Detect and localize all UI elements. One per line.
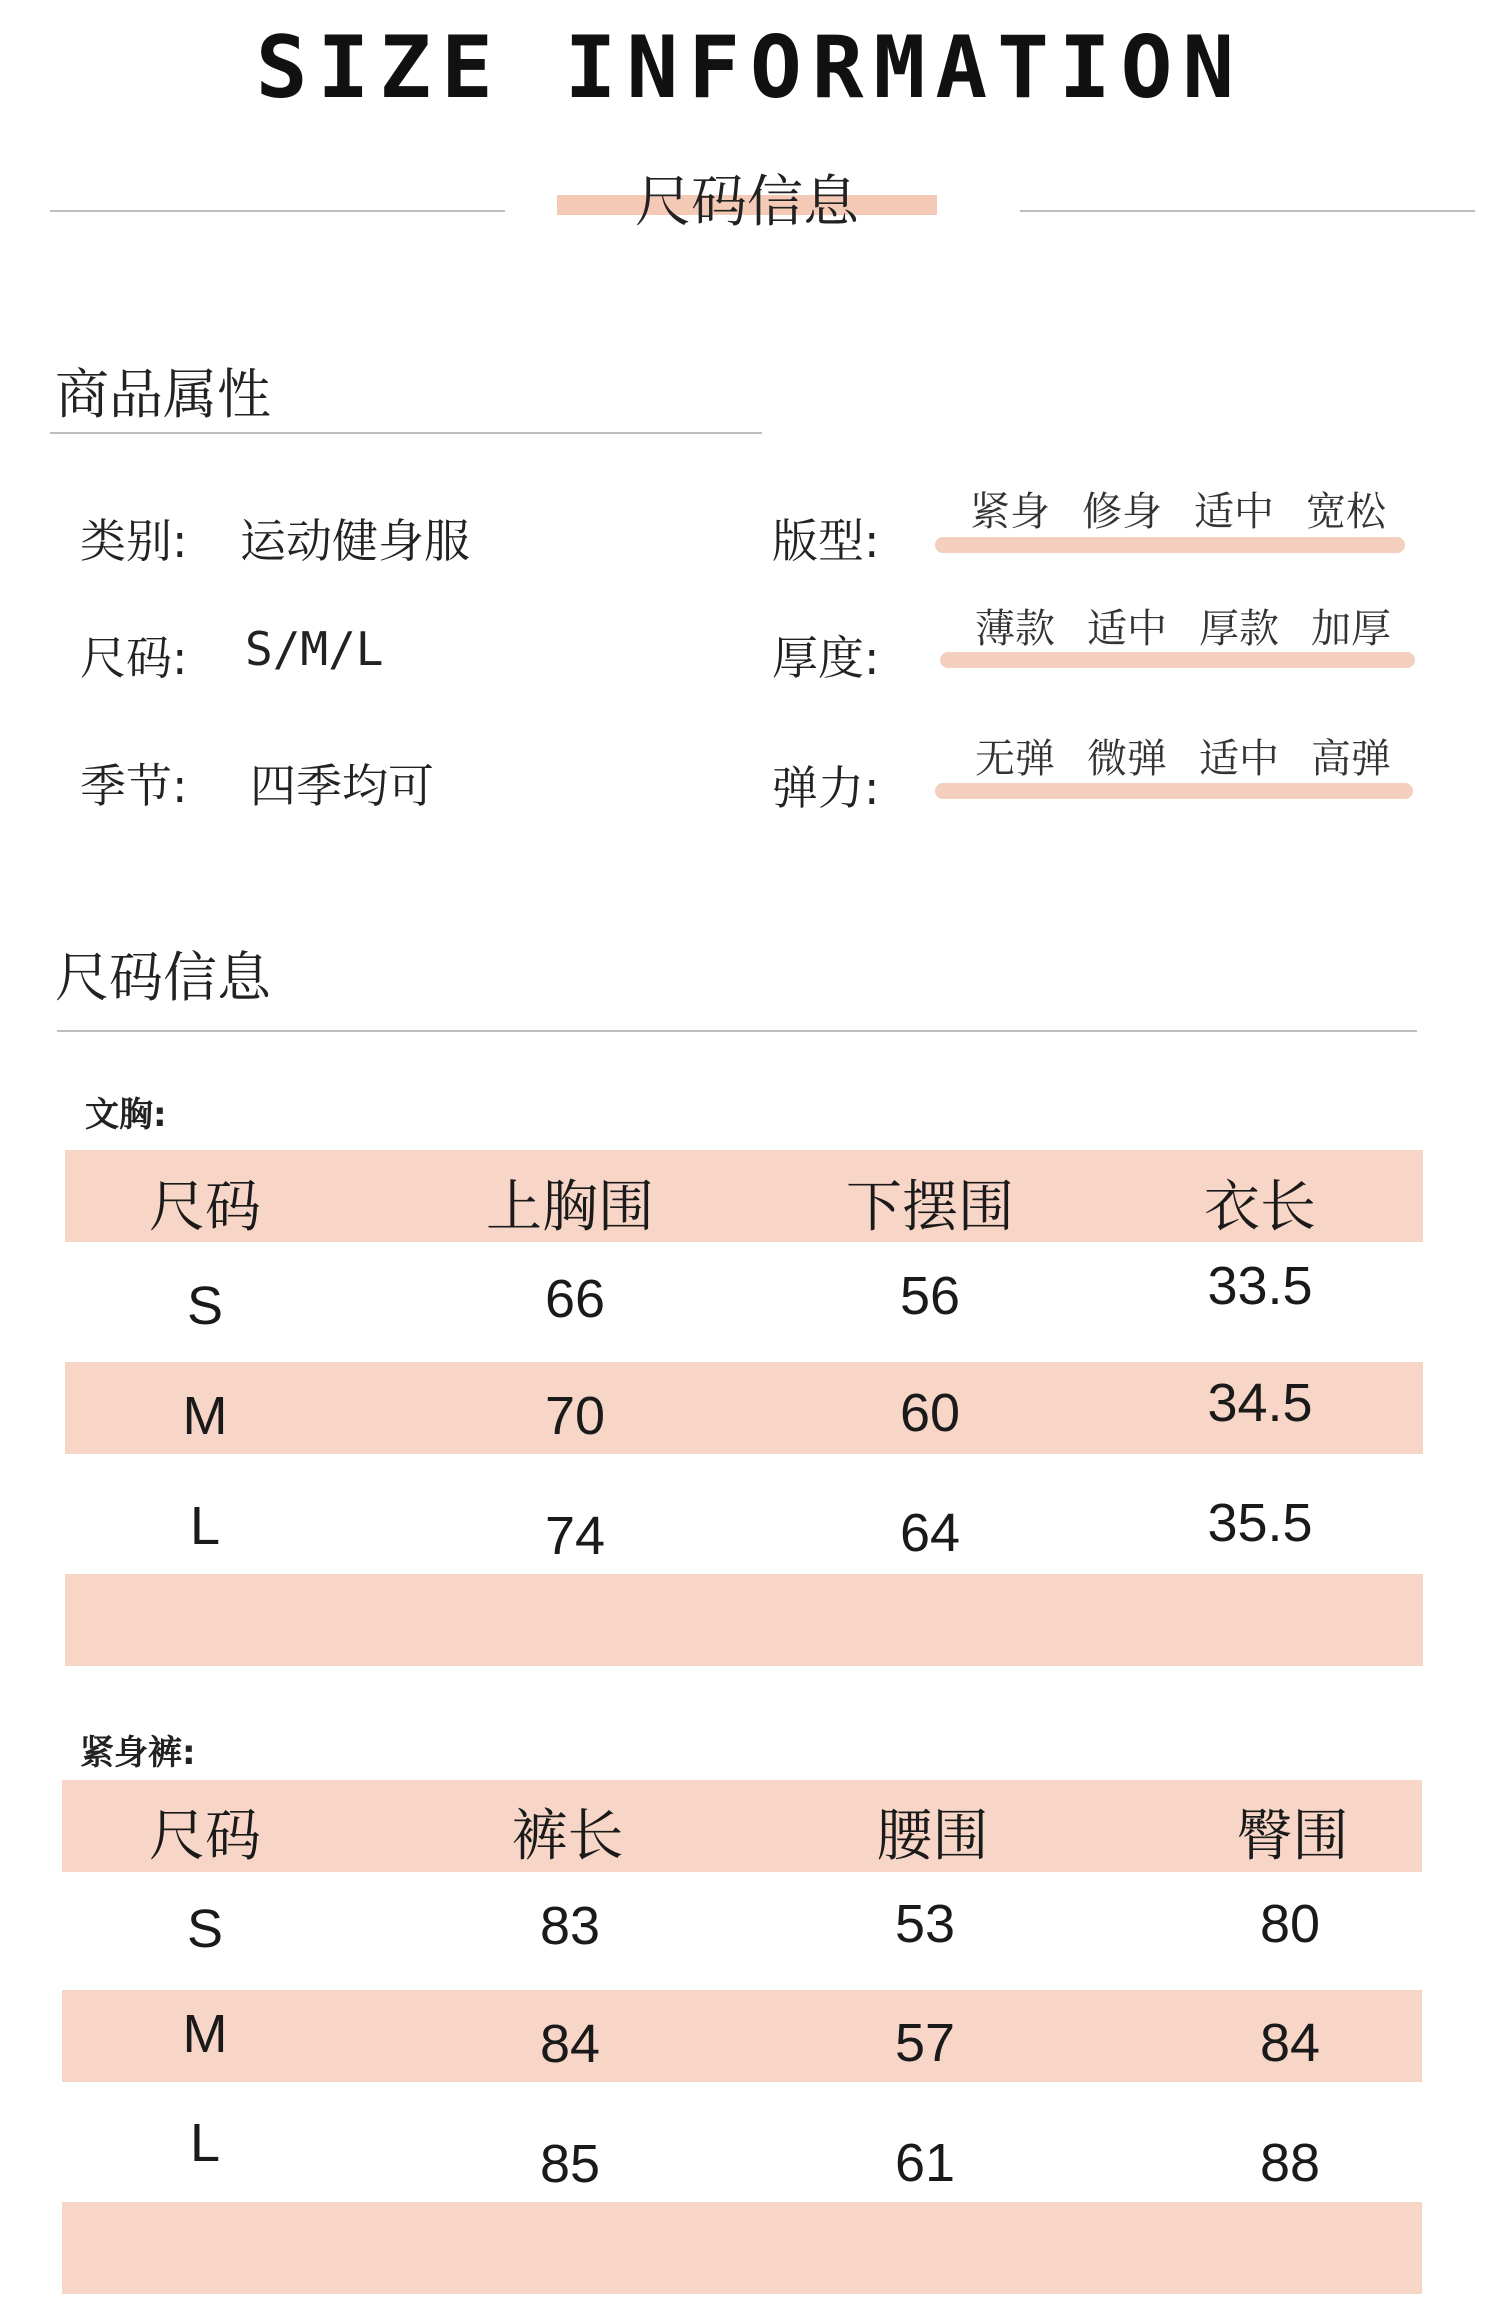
- bra-cell: 74: [544, 1506, 606, 1566]
- attr-category-label: 类别:: [80, 514, 188, 568]
- thickness-option: 薄款: [975, 606, 1055, 652]
- attr-fit-label: 版型:: [772, 514, 880, 568]
- leggings-header-cell: 裤长: [511, 1804, 624, 1869]
- leggings-cell: 80: [1259, 1894, 1321, 1954]
- bra-cell-size: S: [186, 1276, 224, 1336]
- attr-thickness-label: 厚度:: [772, 631, 880, 685]
- elasticity-option: 微弹: [1087, 736, 1167, 782]
- thickness-option: 厚款: [1199, 606, 1279, 652]
- attr-size-value: S/M/L: [245, 622, 384, 676]
- fit-option: 紧身: [970, 489, 1050, 535]
- leggings-cell: 84: [539, 2014, 601, 2074]
- attr-season-value: 四季均可: [250, 759, 434, 813]
- bra-cell-size: L: [189, 1496, 221, 1556]
- attr-elasticity-label: 弹力:: [772, 761, 880, 815]
- leggings-cell: 57: [894, 2013, 956, 2073]
- bra-header-cell: 下摆围: [846, 1175, 1014, 1240]
- bra-cell: 60: [899, 1383, 961, 1443]
- leggings-header-cell: 臀围: [1236, 1804, 1349, 1869]
- elasticity-option: 无弹: [975, 736, 1055, 782]
- elasticity-option: 适中: [1199, 736, 1279, 782]
- size-info-divider: [57, 1030, 1417, 1032]
- leggings-table-label: 紧身裤:: [80, 1733, 196, 1773]
- fit-option: 宽松: [1306, 489, 1386, 535]
- header-divider-right: [1020, 210, 1475, 212]
- bra-cell-size: M: [182, 1386, 228, 1446]
- bra-header-cell: 上胸围: [486, 1175, 654, 1240]
- thickness-options: [975, 597, 1391, 654]
- fit-option: 修身: [1082, 489, 1162, 535]
- leggings-cell: 88: [1259, 2133, 1321, 2193]
- bra-cell: 56: [899, 1266, 961, 1326]
- attributes-divider: [50, 432, 762, 434]
- leggings-cell: 61: [894, 2133, 956, 2193]
- attr-size-label: 尺码:: [80, 631, 188, 685]
- elasticity-options-band: [935, 783, 1413, 799]
- bra-footer-band: [65, 1574, 1423, 1666]
- header-divider-left: [50, 210, 505, 212]
- leggings-header-cell: 腰围: [876, 1804, 989, 1869]
- thickness-options-band: [940, 652, 1415, 668]
- page-title: SIZE INFORMATION: [255, 18, 1245, 118]
- leggings-cell: 85: [539, 2134, 601, 2194]
- leggings-footer-band: [62, 2202, 1422, 2294]
- page-subtitle: 尺码信息: [635, 170, 859, 235]
- bra-header-cell: 尺码: [149, 1175, 261, 1240]
- bra-cell: 64: [899, 1503, 961, 1563]
- leggings-cell: 84: [1259, 2013, 1321, 2073]
- attr-season-label: 季节:: [80, 759, 188, 813]
- leggings-cell: 53: [894, 1894, 956, 1954]
- bra-cell: 33.5: [1207, 1256, 1313, 1316]
- leggings-header-cell: 尺码: [149, 1804, 261, 1869]
- bra-cell: 70: [544, 1386, 606, 1446]
- bra-cell: 34.5: [1207, 1373, 1313, 1433]
- leggings-cell: 83: [539, 1896, 601, 1956]
- bra-table-label: 文胸:: [85, 1095, 167, 1135]
- fit-option: 适中: [1194, 489, 1274, 535]
- elasticity-options: [975, 727, 1391, 784]
- thickness-option: 适中: [1087, 606, 1167, 652]
- size-info-heading: 尺码信息: [55, 946, 271, 1009]
- thickness-option: 加厚: [1311, 606, 1391, 652]
- fit-options-band: [935, 537, 1405, 553]
- fit-options: [970, 480, 1386, 537]
- bra-cell: 35.5: [1207, 1493, 1313, 1553]
- leggings-cell-size: S: [186, 1899, 224, 1959]
- bra-header-cell: 衣长: [1204, 1175, 1316, 1240]
- leggings-cell-size: L: [189, 2113, 221, 2173]
- bra-cell: 66: [544, 1269, 606, 1329]
- leggings-cell-size: M: [182, 2004, 228, 2064]
- attributes-heading: 商品属性: [55, 363, 271, 426]
- attr-category-value: 运动健身服: [240, 514, 470, 568]
- elasticity-option: 高弹: [1311, 736, 1391, 782]
